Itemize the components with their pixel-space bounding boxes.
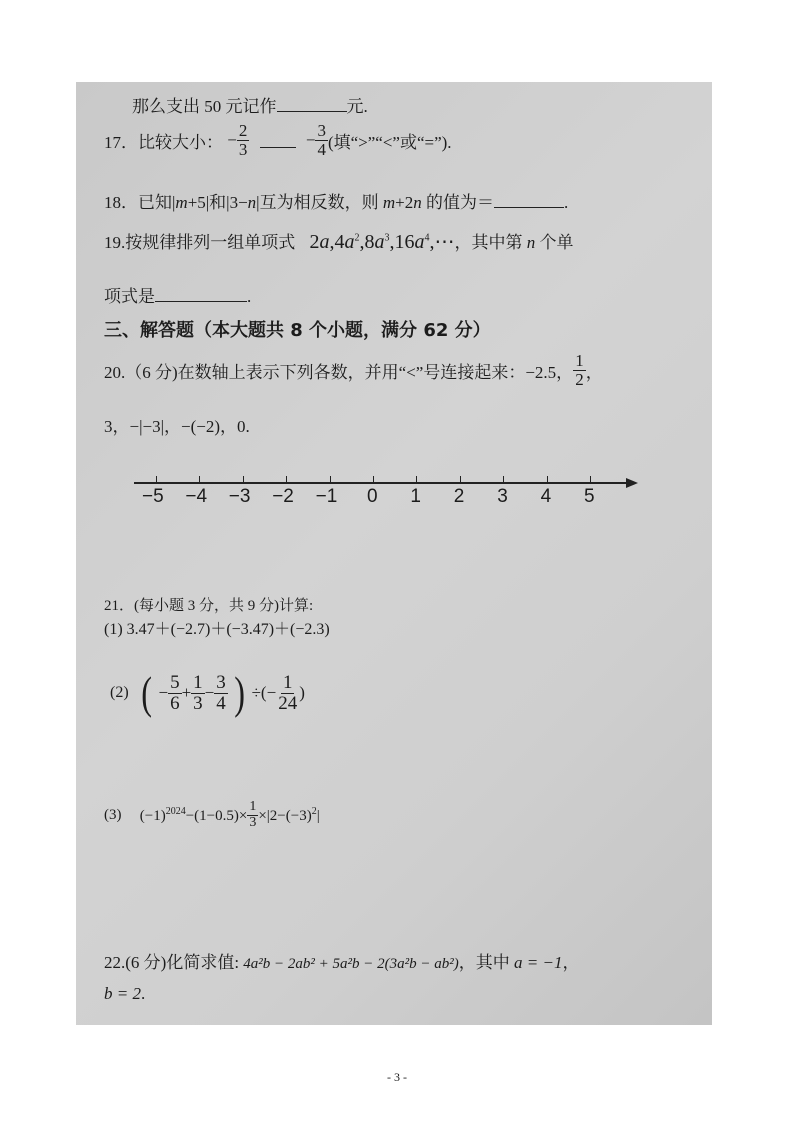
number-line-arrow <box>626 478 638 488</box>
q18-text: 18．已知| <box>104 193 176 212</box>
section-3-heading: 三、解答题（本大题共 8 个小题，满分 62 分） <box>104 320 491 341</box>
q18-text: +2 <box>395 193 414 212</box>
q17-denominator-b: 4 <box>317 139 326 159</box>
number-line-tick <box>199 476 200 482</box>
number-line-tick <box>590 476 591 482</box>
q17-denominator-a: 3 <box>238 139 248 159</box>
number-line-label: 3 <box>497 486 508 507</box>
answer-blank <box>260 133 296 148</box>
q21-part-3-expr: $(-1)^{2024}-(1-0.5)\times$ <box>139 805 248 824</box>
q21-part-2-label: (2) <box>110 684 129 701</box>
q21-operator: − <box>204 683 215 702</box>
q18-text: |互为相反数，则 <box>256 193 383 212</box>
q21-close-paren: ) <box>299 683 305 702</box>
number-line-label: −4 <box>185 486 208 507</box>
q18-text: +5|和|3− <box>187 193 248 212</box>
q21-fraction: $\frac{1}{24}$ <box>278 671 298 714</box>
answer-blank <box>494 193 564 208</box>
q21-operator: + <box>181 683 192 702</box>
number-line-axis <box>134 482 630 484</box>
number-line-tick <box>373 476 374 482</box>
q19-text: 个单 <box>535 233 574 252</box>
number-line-tick <box>416 476 417 482</box>
q20-numerator: 1 <box>575 351 584 370</box>
number-line-tick <box>460 476 461 482</box>
question-20-line2: 3，−|−3|，−(−2)，0. <box>104 417 250 436</box>
q17-sign-a: − <box>227 130 237 150</box>
question-19 <box>104 228 574 254</box>
number-line-label: −1 <box>315 486 338 507</box>
number-line-label: −3 <box>228 486 251 507</box>
number-line-label: −2 <box>272 486 294 507</box>
line-top-text: 那么支出 50 元记作 <box>132 97 277 116</box>
number-line-label: −5 <box>142 486 164 507</box>
q17-fraction-a <box>237 122 250 159</box>
q21-part-3-label: (3) <box>104 806 122 823</box>
q19-sequence: $2a,4a^2,8a^3,16a^4,\cdots$ <box>309 231 455 253</box>
q21-part-1: (1) 3.47＋(−2.7)＋(−3.47)＋(−2.3) <box>104 621 330 638</box>
q22-text: ， <box>562 953 580 972</box>
question-22-line2 <box>104 984 145 1004</box>
number-line-tick <box>286 476 287 482</box>
q20-text: 20.（6 分)在数轴上表示下列各数，并用“<”号连接起来：−2.5， <box>104 362 574 382</box>
q21-heading: 21．(每小题 3 分，共 9 分)计算: <box>104 598 314 614</box>
q17-fraction-b <box>315 122 328 159</box>
number-line <box>134 476 644 516</box>
q19-end: . <box>247 287 252 306</box>
q18-var-m: m <box>382 193 396 212</box>
q21-part-3-expr: $\times|2-(-3)^2|$ <box>258 805 320 824</box>
q22-text: ，其中 <box>458 953 510 972</box>
q17-label: 17．比较大小： <box>104 132 223 152</box>
q18-var-n: n <box>413 193 422 212</box>
q17-sign-b: − <box>305 130 316 150</box>
q18-var-m: m <box>175 193 188 212</box>
question-17 <box>104 122 452 159</box>
question-20 <box>104 352 603 389</box>
q21-fraction: $\frac{5}{6}$ <box>170 671 180 714</box>
q20-text: ， <box>585 362 603 382</box>
q17-hint: (填“>”“<”或“=”). <box>327 132 452 152</box>
q19-text: 项式是 <box>104 287 155 306</box>
q18-end: . <box>563 193 569 212</box>
number-line-label: 2 <box>453 486 465 507</box>
q20-denominator: 2 <box>575 369 584 389</box>
q21-fraction: $\frac{3}{4}$ <box>216 671 226 714</box>
question-22 <box>104 948 579 973</box>
q21-minus: − <box>158 683 169 702</box>
q19-text: ，其中第 <box>454 233 527 252</box>
number-line-label: 0 <box>367 486 378 507</box>
q17-numerator-b: 3 <box>317 121 326 140</box>
number-line-tick <box>547 476 548 482</box>
q19-text: 19.按规律排列一组单项式 <box>104 233 296 252</box>
q21-part-2 <box>110 667 305 718</box>
q18-var-n: n <box>247 193 257 212</box>
q21-divide: ÷(− <box>251 683 277 702</box>
number-line-label: 1 <box>410 486 421 507</box>
q21-fraction: $\frac{1}{3}$ <box>249 799 257 830</box>
left-paren: ( <box>141 667 152 718</box>
line-top-unit: 元. <box>346 97 368 116</box>
q19-var-n: n <box>526 233 536 252</box>
number-line-tick <box>156 476 157 482</box>
q21-fraction: $\frac{1}{3}$ <box>193 671 203 714</box>
number-line-tick <box>503 476 504 482</box>
q17-numerator-a: 2 <box>238 121 248 140</box>
question-18 <box>104 188 568 213</box>
line-top <box>132 92 368 117</box>
document-photo <box>76 82 712 1025</box>
right-paren: ) <box>234 667 246 718</box>
number-line-tick <box>243 476 244 482</box>
q20-fraction <box>573 352 586 389</box>
number-line-label: 5 <box>584 486 595 507</box>
page-number: - 3 - <box>387 1070 407 1084</box>
q22-end: . <box>140 984 146 1003</box>
q22-text: 22.(6 分)化简求值: <box>104 953 240 972</box>
q22-b-value: b = 2 <box>104 984 141 1003</box>
answer-blank <box>277 97 347 112</box>
q18-text: 的值为＝ <box>421 193 494 212</box>
q22-a-value: a = −1 <box>514 953 563 972</box>
question-19-line2 <box>104 282 251 307</box>
answer-blank <box>155 287 247 302</box>
number-line-label: 4 <box>540 486 552 507</box>
q22-expression: 4a²b − 2ab² + 5a²b − 2(3a²b − ab²) <box>243 956 459 972</box>
q21-part-3 <box>104 800 320 830</box>
number-line-tick <box>330 476 331 482</box>
